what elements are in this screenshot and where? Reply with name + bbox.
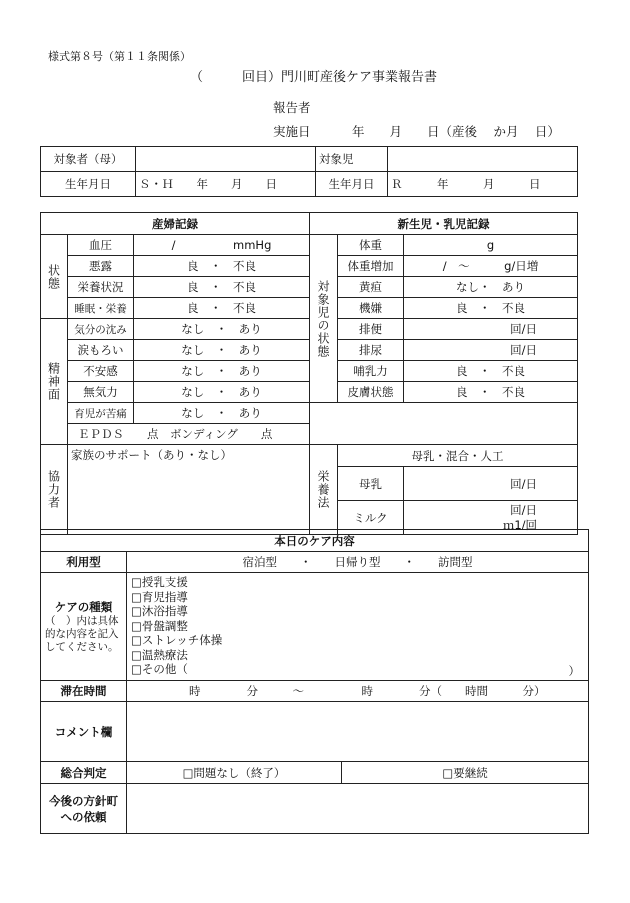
nutrition-group-label: 栄養法: [310, 445, 338, 535]
breast-value[interactable]: 回/日: [404, 467, 578, 501]
judgement-continue-checkbox[interactable]: □要継続: [342, 762, 589, 784]
mother-dob-label: 生年月日: [41, 172, 136, 197]
future-policy-label: 今後の方針町への依頼: [41, 784, 127, 834]
stay-time-label: 滞在時間: [41, 681, 127, 702]
milk-volume-value[interactable]: ｍ1/回: [502, 517, 538, 532]
newborn-record-header: 新生児・乳児記録: [310, 213, 578, 235]
child-name-field[interactable]: [388, 147, 578, 172]
newborn-row-label: 排尿: [338, 340, 404, 361]
judgement-label: 総合判定: [41, 762, 127, 784]
child-dob-field[interactable]: Ｒ 年 月 日: [388, 172, 578, 197]
implementation-date-line: 実施日 年 月 日（産後 か月 日）: [273, 124, 560, 139]
state-group-label: 状態: [41, 235, 68, 319]
comment-label: コメント欄: [41, 702, 127, 762]
maternal-row-value[interactable]: なし ・ あり: [134, 340, 310, 361]
care-item-other[interactable]: □その他（: [131, 662, 188, 676]
newborn-row-value[interactable]: 良 ・ 不良: [404, 361, 578, 382]
maternal-row-value[interactable]: なし ・ あり: [134, 382, 310, 403]
newborn-row-label: 哺乳力: [338, 361, 404, 382]
milk-label: ミルク: [338, 501, 404, 535]
maternal-row-label: 睡眠・栄養: [68, 298, 134, 319]
comment-field[interactable]: [127, 702, 589, 762]
maternal-row-value[interactable]: 良 ・ 不良: [134, 277, 310, 298]
maternal-record-header: 産婦記録: [41, 213, 310, 235]
care-item-pelvis[interactable]: □骨盤調整: [131, 618, 188, 633]
care-other-close-paren: ）: [568, 663, 581, 678]
breast-label: 母乳: [338, 467, 404, 501]
care-type-note: （ ）内は具体的な内容を記入してください。: [45, 615, 119, 653]
maternal-row-label: 育児が苦痛: [68, 403, 134, 424]
newborn-row-label: 黄疸: [338, 277, 404, 298]
usage-type-options[interactable]: 宿泊型 ・ 日帰り型 ・ 訪問型: [127, 552, 589, 573]
care-type-label: ケアの種類: [54, 600, 113, 614]
newborn-row-value[interactable]: / ～ g/日増: [404, 256, 578, 277]
maternal-row-value[interactable]: なし ・ あり: [134, 403, 310, 424]
maternal-row-value[interactable]: / mmHg: [134, 235, 310, 256]
care-item-breastfeeding[interactable]: □授乳支援: [131, 575, 188, 589]
newborn-row-label: 体重: [338, 235, 404, 256]
maternal-row-label: 血圧: [68, 235, 134, 256]
newborn-row-label: 体重増加: [338, 256, 404, 277]
newborn-row-value[interactable]: 良 ・ 不良: [404, 298, 578, 319]
care-item-stretching[interactable]: □ストレッチ体操: [131, 633, 223, 647]
newborn-blank-cell: [310, 403, 578, 445]
reporter-label: 報告者: [273, 100, 311, 115]
stay-time-field[interactable]: 時 分 ～ 時 分（ 時間 分）: [127, 681, 589, 702]
care-item-parenting[interactable]: □育児指導: [131, 589, 188, 604]
mother-name-field[interactable]: [136, 147, 316, 172]
newborn-row-value[interactable]: 良 ・ 不良: [404, 382, 578, 403]
newborn-row-label: 皮膚状態: [338, 382, 404, 403]
maternal-row-value[interactable]: 良 ・ 不良: [134, 256, 310, 277]
care-table: [40, 529, 589, 834]
maternal-row-value[interactable]: 良 ・ 不良: [134, 298, 310, 319]
maternal-row-label: 悪露: [68, 256, 134, 277]
maternal-row-value[interactable]: なし ・ あり: [134, 319, 310, 340]
milk-count-value[interactable]: 回/日: [510, 502, 538, 517]
newborn-row-label: 機嫌: [338, 298, 404, 319]
child-state-group-label: 対象児の状態: [310, 235, 338, 403]
care-header: 本日のケア内容: [41, 530, 589, 552]
records-table: [40, 212, 578, 535]
judgement-no-problem-checkbox[interactable]: □問題なし（終了）: [127, 762, 342, 784]
maternal-row-label: 気分の沈み: [68, 319, 134, 340]
mother-dob-field[interactable]: Ｓ・Ｈ 年 月 日: [136, 172, 316, 197]
newborn-row-value[interactable]: なし・ あり: [404, 277, 578, 298]
maternal-row-label: 涙もろい: [68, 340, 134, 361]
maternal-row-label: 栄養状況: [68, 277, 134, 298]
form-number-label: 様式第８号（第１１条関係）: [48, 50, 191, 63]
newborn-row-value[interactable]: 回/日: [404, 319, 578, 340]
newborn-row-value[interactable]: 回/日: [404, 340, 578, 361]
subject-table: [40, 146, 578, 197]
newborn-row-label: 排便: [338, 319, 404, 340]
child-dob-label: 生年月日: [316, 172, 388, 197]
future-policy-field[interactable]: [127, 784, 589, 834]
maternal-row-value[interactable]: なし ・ あり: [134, 361, 310, 382]
mother-label: 対象者（母）: [41, 147, 136, 172]
page-title: （ 回目）門川町産後ケア事業報告書: [190, 70, 438, 85]
family-support-field[interactable]: 家族のサポート（あり・なし）: [68, 445, 310, 535]
feeding-type-field[interactable]: 母乳・混合・人工: [338, 445, 578, 467]
mental-group-label: 精神面: [41, 319, 68, 445]
child-label: 対象児: [316, 147, 388, 172]
care-item-thermal[interactable]: □温熱療法: [131, 647, 188, 662]
newborn-row-value[interactable]: g: [404, 235, 578, 256]
care-item-bathing[interactable]: □沐浴指導: [131, 604, 188, 618]
usage-type-label: 利用型: [41, 552, 127, 573]
maternal-row-label: 不安感: [68, 361, 134, 382]
epds-field[interactable]: ＥＰＤＳ 点 ボンディング 点: [68, 424, 310, 445]
cooperator-group-label: 協力者: [41, 445, 68, 535]
maternal-row-label: 無気力: [68, 382, 134, 403]
